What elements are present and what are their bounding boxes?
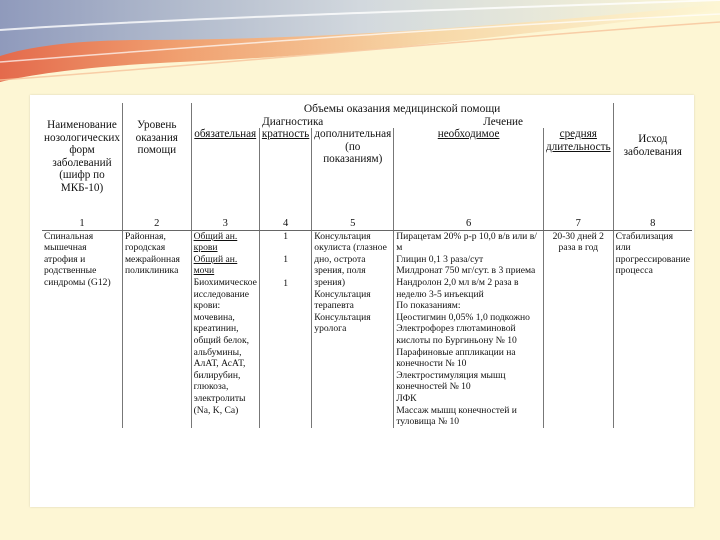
treatment-item: Милдронат 750 мг/сут. в 3 приема [396, 265, 536, 277]
header-duration: средняя длительность [543, 128, 613, 218]
cell-required-tests [191, 230, 259, 428]
test-biochemistry: Биохимическое исследование крови: мочевина, креатинин, общий белок, альбумины, АлАТ, АсАТ, билирубин, глюкоза, электролиты (Na, K, Ca) [193, 276, 257, 416]
col-number: 2 [122, 218, 191, 230]
header-necessary: необходимое [394, 128, 544, 218]
treatment-item: Массаж мышц конечностей и туловища № 10 [396, 404, 517, 428]
header-multiplicity: кратность [259, 128, 311, 218]
col-number: 8 [613, 218, 692, 230]
cell-multiplicity [259, 230, 311, 428]
test-urine: Общий ан. мочи [193, 253, 238, 277]
treatment-item: Электрофорез глютаминовой кислоты по Бургиньону № 10 [396, 323, 517, 346]
treatment-item: Глицин 0,1 3 раза/сут [396, 253, 484, 265]
treatment-item: Парафиновые аппликации на конечности № 10 [396, 346, 516, 370]
header-nosology: Наименование нозологических форм заболеваний (шифр по МКБ-10) [42, 103, 122, 218]
treatment-item: Цеостигмин 0,05% 1,0 подкожно [396, 311, 530, 323]
decorative-banner [0, 0, 720, 95]
col-number: 6 [394, 218, 544, 230]
cell-care-level: Районная, городская межрайонная поликлиника [122, 230, 191, 428]
header-diagnostics: Диагностика [262, 115, 324, 128]
treatment-item: Пирацетам 20% р-р 10,0 в/в или в/м [396, 230, 537, 254]
header-additional: дополнительная (по показаниям) [312, 128, 394, 218]
header-title: Объемы оказания медицинской помощи [191, 103, 613, 116]
multiplicity-value: 1 [283, 254, 288, 266]
medical-care-table [42, 103, 692, 428]
treatment-item: Нандролон 2,0 мл в/м 2 раза в неделю 3-5 инъекций [396, 276, 519, 300]
header-required: обязательная [191, 128, 259, 218]
header-care-level: Уровень оказания помощи [122, 103, 191, 218]
multiplicity-value: 1 [283, 230, 288, 242]
treatment-item: По показаниям: [396, 300, 461, 312]
col-number: 4 [259, 218, 311, 230]
col-number: 7 [543, 218, 613, 230]
cell-nosology: Спинальная мышечная атрофия и родственные синдромы (G12) [42, 230, 122, 428]
cell-outcome: Стабилизация или прогрессирование процесса [615, 230, 690, 277]
treatment-item: ЛФК [396, 392, 417, 404]
multiplicity-value: 1 [283, 277, 288, 289]
col-number: 5 [312, 218, 394, 230]
col-number: 1 [42, 218, 122, 230]
header-outcome: Исход заболевания [623, 133, 682, 158]
test-blood: Общий ан. крови [193, 230, 238, 254]
treatment-item: Электростимуляция мышц конечностей № 10 [396, 369, 506, 393]
header-treatment: Лечение [394, 116, 613, 129]
cell-duration: 20-30 дней 2 раза в год [543, 230, 613, 428]
cell-additional: Консультация окулиста (глазное дно, острота зрения, поля зрения) Консультация терапевта Консультация уролога [312, 230, 394, 428]
cell-treatment [394, 230, 544, 428]
col-number: 3 [191, 218, 259, 230]
document-sheet [30, 95, 694, 507]
